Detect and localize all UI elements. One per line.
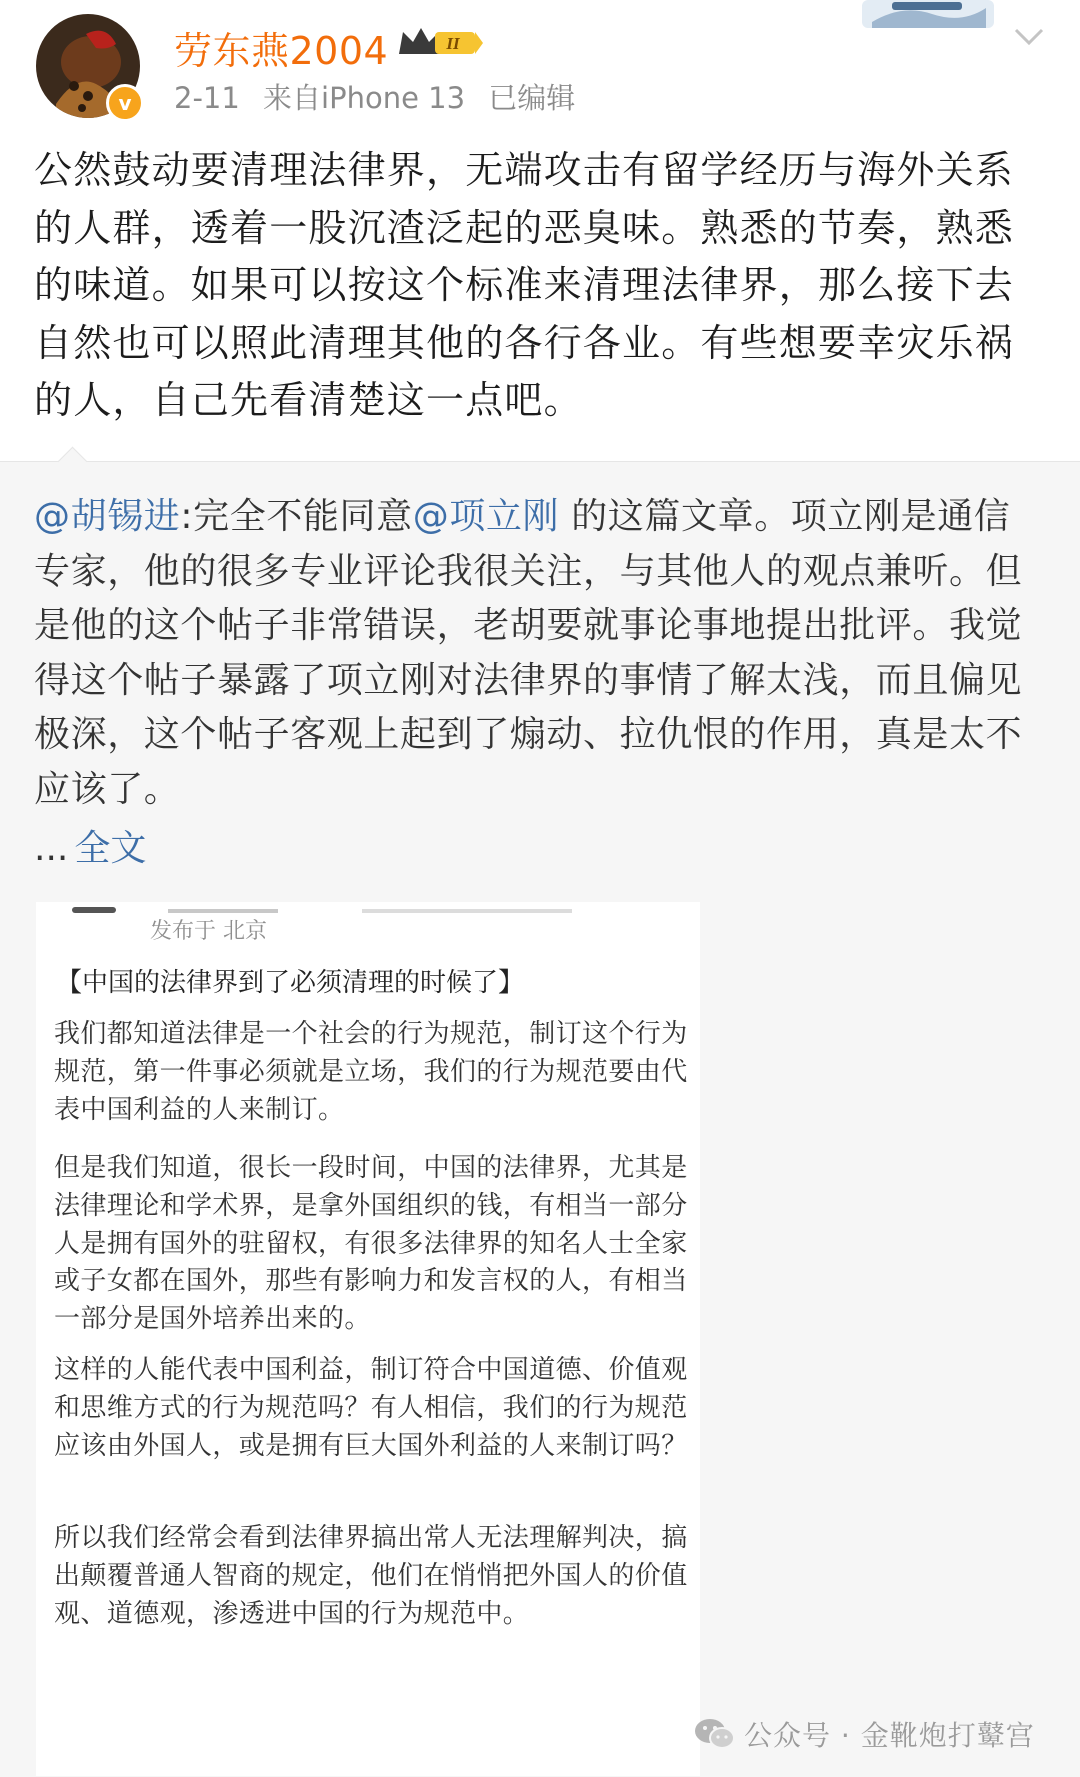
- screenshot-paragraph: 所以我们经常会看到法律界搞出常人无法理解判决，搞出颠覆普通人智商的规定，他们在悄悄把外国人的价值观、道德观，渗透进中国的行为规范中。: [54, 1523, 688, 1629]
- post-meta: [174, 76, 589, 117]
- repost-text: [34, 490, 1044, 817]
- screenshot-paragraph: 我们都知道法律是一个社会的行为规范，制订这个行为规范，第一件事必须就是立场，我们的行为规范要由代表中国利益的人来制订。: [54, 1019, 688, 1125]
- wechat-icon: [694, 1717, 736, 1751]
- post-date: 2-11: [174, 81, 240, 115]
- screenshot-paragraph: 这样的人能代表中国利益，制订符合中国道德、价值观和思维方式的行为规范吗？有人相信，我们的行为规范应该由外国人，或是拥有巨大国外利益的人来制订吗？: [54, 1355, 688, 1461]
- chevron-down-icon[interactable]: [1012, 24, 1046, 48]
- repost-text-part2: 的这篇文章。项立刚是通信专家，他的很多专业评论我很关注，与其他人的观点兼听。但是他的这个帖子非常错误，老胡要就事论事地提出批评。我觉得这个帖子暴露了项立刚对法律界的事情了解太浅，而且偏见极深，这个帖子客观上起到了煽动、拉仇恨的作用，真是太不应该了。: [34, 496, 1023, 810]
- screenshot-paragraph: 但是我们知道，很长一段时间，中国的法律界，尤其是法律理论和学术界，是拿外国组织的钱，有相当一部分人是拥有国外的驻留权，有很多法律界的知名人士全家或子女都在国外，那些有影响力和发言权的人，有相当一部分是国外培养出来的。: [54, 1153, 688, 1335]
- screenshot-location: 发布于 北京: [150, 919, 267, 944]
- post-edited[interactable]: 已编辑: [488, 81, 576, 115]
- post-source: 来自iPhone 13: [263, 81, 466, 115]
- screenshot-cropped-header: [72, 902, 572, 912]
- crown-level-icon: [395, 24, 485, 64]
- screenshot-title: 【中国的法律界到了必须清理的时候了】: [56, 968, 525, 998]
- username[interactable]: 劳东燕2004: [174, 29, 389, 73]
- embedded-screenshot[interactable]: [36, 902, 700, 1776]
- author-mention-link[interactable]: @胡锡进: [34, 496, 181, 537]
- full-text-link[interactable]: 全文: [74, 828, 147, 869]
- level-badge-text: II: [446, 34, 460, 53]
- full-text-row: [34, 820, 146, 871]
- ellipsis: ...: [34, 828, 69, 869]
- verified-badge-icon: v: [106, 84, 144, 122]
- header-decoration: [862, 0, 994, 32]
- target-mention-link[interactable]: @项立刚: [412, 496, 560, 537]
- watermark-text: 公众号 · 金靴炮打鼙宫: [744, 1719, 1035, 1752]
- repost-text-part1: :完全不能同意: [180, 496, 413, 537]
- post-text: 公然鼓动要清理法律界，无端攻击有留学经历与海外关系的人群，透着一股沉渣泛起的恶臭味。熟悉的节奏，熟悉的味道。如果可以按这个标准来清理法律界，那么接下去自然也可以照此清理其他的各行各业。有些想要幸灾乐祸的人，自己先看清楚这一点吧。: [34, 148, 1015, 422]
